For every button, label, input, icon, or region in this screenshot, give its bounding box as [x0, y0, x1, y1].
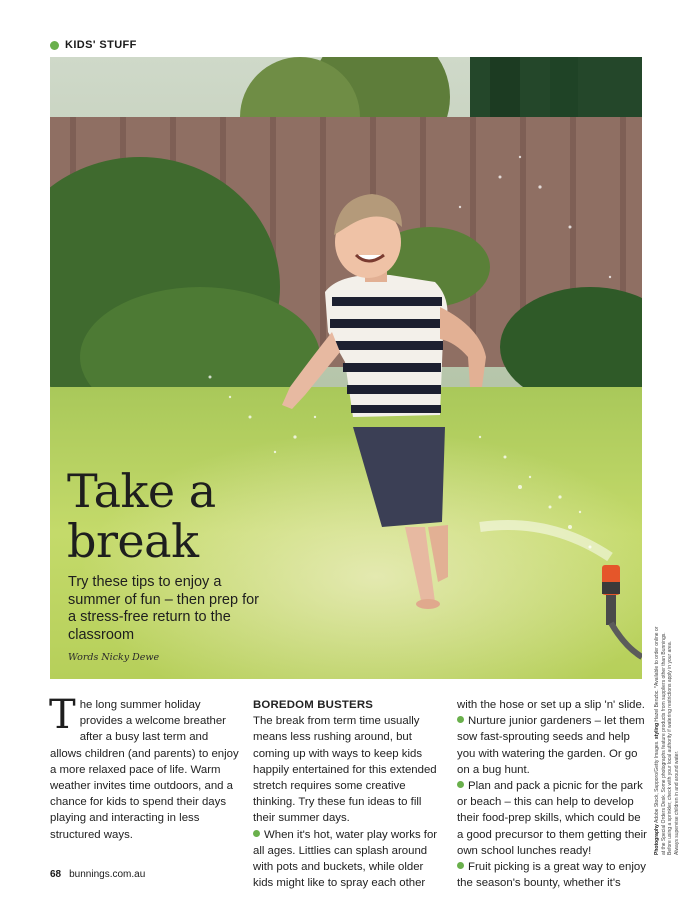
body-paragraph: The break from term time usually means less rushing around, but coming up with ways to keep kids happily entertained for this extended stretch requires some creative thinking. Try these fun ideas to fill their summer days.: [253, 715, 437, 825]
section-label: KIDS' STUFF: [65, 39, 137, 51]
drop-cap: T: [49, 692, 76, 738]
bullet-dot-icon: [457, 781, 464, 788]
tip-item: [457, 859, 647, 891]
bullet-dot-icon: [457, 716, 464, 723]
subhead-boredom-busters: BOREDOM BUSTERS: [253, 699, 374, 711]
photo-credits: [654, 625, 680, 855]
body-column-2: [253, 697, 443, 891]
intro-text: he long summer holiday provides a welcome breather after a busy last term and allows children (and parents) to enjoy a more relaxed pace of life. Warm weather invites time outdoors, and a chance for kids to spend their days playing and interacting in less structured ways.: [50, 699, 239, 841]
body-column-3: [457, 697, 647, 891]
site-url[interactable]: bunnings.com.au: [69, 869, 146, 880]
tip-text: Fruit picking is a great way to enjoy the season's bounty, whether it's: [457, 861, 646, 890]
credit-photo-label: Photography: [654, 824, 660, 855]
article-headline: Take a break: [67, 464, 216, 568]
tip-text: Plan and pack a picnic for the park or beach – this can help to develop their food-prep skills, which could be a good precursor to them getting their own school lunches ready!: [457, 780, 647, 857]
article-standfirst: Try these tips to enjoy a summer of fun – then prep for a stress-free return to the classroom: [68, 574, 260, 643]
tip-text: Nurture junior gardeners – let them sow fast-sprouting seeds and help you with watering the garden. Or go on a bug hunt.: [457, 715, 645, 776]
tip-text: When it's hot, water play works for all ages. Littlies can splash around with pots and buckets, while older kids might like to spray each other: [253, 828, 438, 890]
body-column-1: [49, 692, 240, 843]
credit-styling-label: styling: [654, 722, 660, 740]
tip-item: [457, 778, 647, 859]
tip-item: [253, 827, 443, 892]
credit-photo-text: Adobe Stock, Sapporo/Getty Images.: [654, 740, 660, 824]
tip-continuation: with the hose or set up a slip 'n' slide.: [457, 699, 645, 711]
section-dot-icon: [50, 41, 59, 50]
article-byline: Words Nicky Dewe: [68, 652, 160, 663]
section-tag: [50, 39, 137, 51]
intro-paragraph: [49, 692, 240, 843]
credit-styling-text: Hazel Benzbc. *Available to order online or at the Special Orders Desk. Some photographs feature products from suppliers other than Bunnings. Before using a sprinkler, check with your local authority if watering restrictions apply in your area. Always supervise children in and around water.: [654, 626, 680, 855]
tip-item: [457, 713, 647, 778]
page-footer: [50, 869, 145, 880]
bullet-dot-icon: [253, 830, 260, 837]
page-number: 68: [50, 869, 62, 880]
bullet-dot-icon: [457, 862, 464, 869]
